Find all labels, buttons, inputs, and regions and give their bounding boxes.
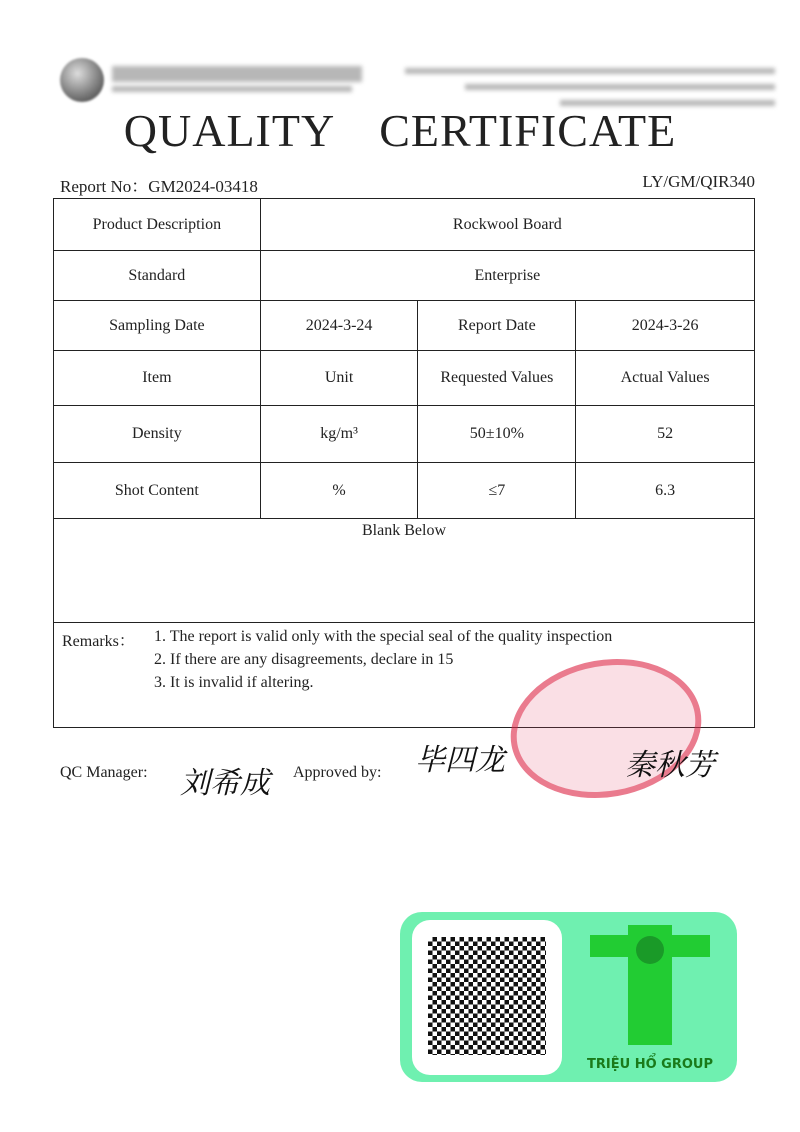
header: Actual Values bbox=[576, 351, 755, 406]
label: Report Date bbox=[418, 301, 576, 351]
table-row bbox=[54, 406, 755, 463]
remark-item: 2. If there are any disagreements, declare in 15 bbox=[154, 651, 454, 668]
remarks-label: Remarks： bbox=[62, 633, 135, 650]
header: Item bbox=[54, 351, 261, 406]
header: Requested Values bbox=[418, 351, 576, 406]
phone-blurred bbox=[465, 84, 775, 90]
cell: 52 bbox=[576, 406, 755, 463]
product-description: Rockwool Board bbox=[260, 199, 754, 251]
blank-below: Blank Below bbox=[54, 519, 755, 623]
cell: ≤7 bbox=[418, 463, 576, 519]
results-table bbox=[53, 198, 755, 623]
qc-manager-label: QC Manager: bbox=[60, 764, 148, 781]
brand-name: TRIỆU HỔ GROUP bbox=[587, 1057, 713, 1072]
header: Unit bbox=[260, 351, 418, 406]
tiger-t-logo bbox=[590, 925, 710, 1050]
document-title: QUALITY CERTIFICATE bbox=[123, 105, 677, 156]
document-code: LY/GM/QIR340 bbox=[642, 172, 755, 191]
address-blurred bbox=[405, 68, 775, 74]
report-date: 2024-3-26 bbox=[576, 301, 755, 351]
cell: Density bbox=[54, 406, 261, 463]
cell: kg/m³ bbox=[260, 406, 418, 463]
company-logo bbox=[60, 58, 104, 102]
table-row bbox=[54, 463, 755, 519]
approver-signature: 毕四龙 bbox=[415, 743, 505, 778]
cell: % bbox=[260, 463, 418, 519]
cell: Shot Content bbox=[54, 463, 261, 519]
report-number: Report No：GM2024-03418 bbox=[60, 177, 258, 196]
label: Sampling Date bbox=[54, 301, 261, 351]
remark-item: 1. The report is valid only with the special seal of the quality inspection bbox=[154, 628, 613, 645]
second-signature: 秦秋芳 bbox=[625, 748, 715, 783]
standard: Enterprise bbox=[260, 251, 754, 301]
company-name-blurred bbox=[112, 66, 362, 82]
label: Product Description bbox=[54, 199, 261, 251]
label: Standard bbox=[54, 251, 261, 301]
qr-code[interactable] bbox=[428, 937, 546, 1055]
qc-manager-signature: 刘希成 bbox=[180, 766, 270, 801]
approved-by-label: Approved by: bbox=[293, 764, 382, 781]
company-name-en-blurred bbox=[112, 86, 352, 92]
cell: 6.3 bbox=[576, 463, 755, 519]
remark-item: 3. It is invalid if altering. bbox=[154, 674, 314, 691]
cell: 50±10% bbox=[418, 406, 576, 463]
sampling-date: 2024-3-24 bbox=[260, 301, 418, 351]
